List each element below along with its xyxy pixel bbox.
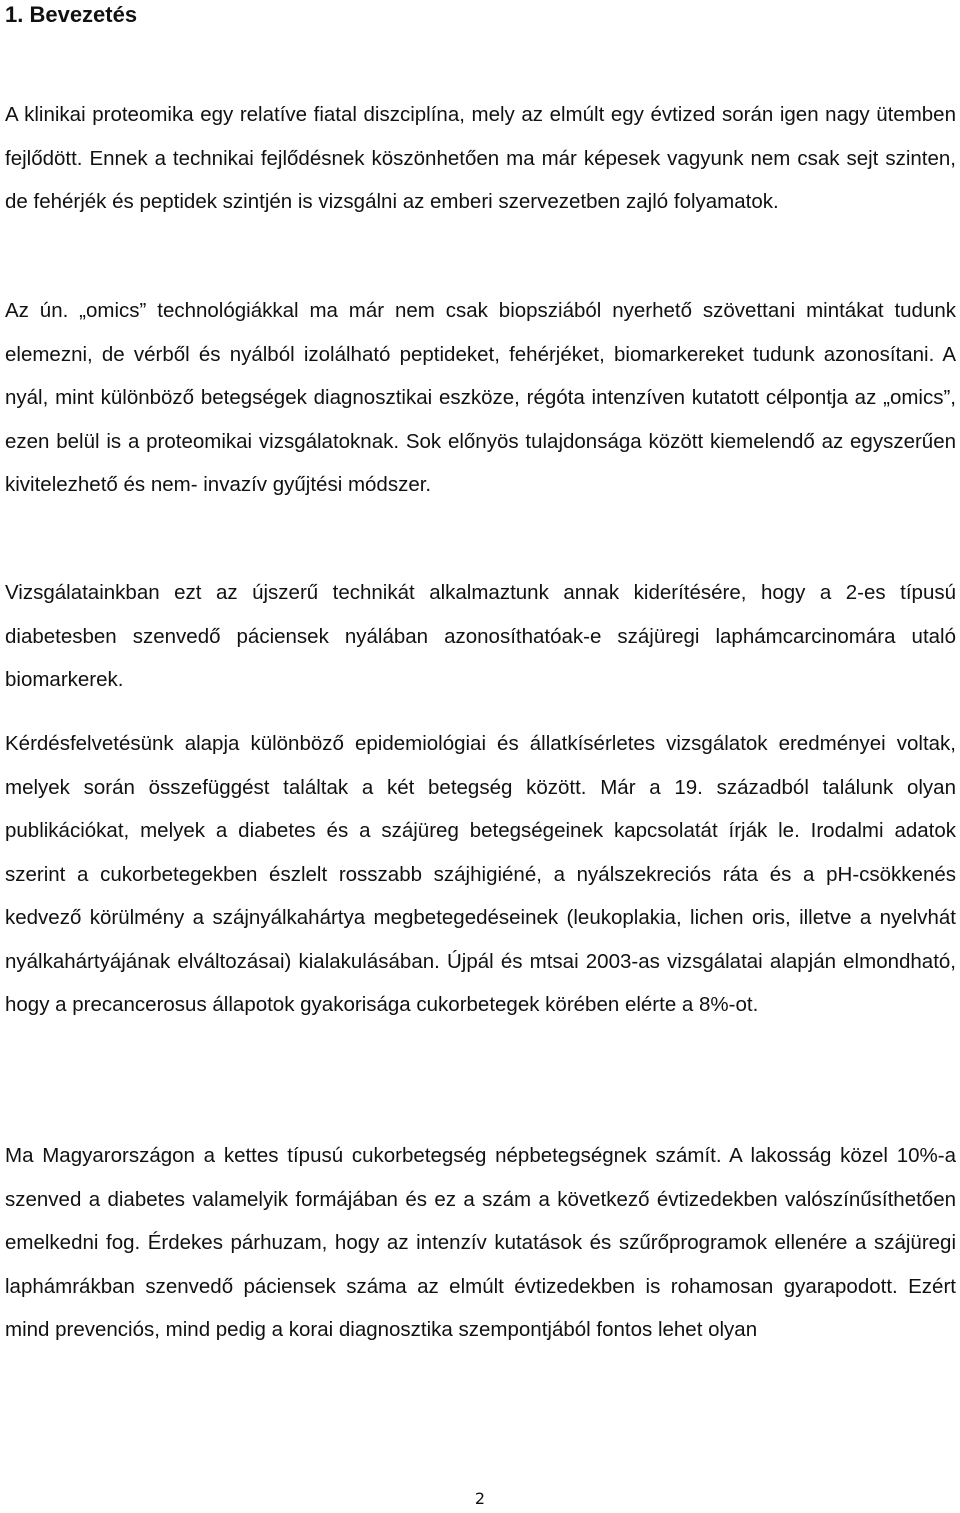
paragraph-background: Kérdésfelvetésünk alapja különböző epidemiológiai és állatkísérletes vizsgálatok eredményei voltak, melyek során összefüggést találtak a két betegség között. Már a 19. századból találunk olyan publikációkat, melyek a diabetes és a szájüreg betegségeinek kapcsolatát írják le. Irodalmi adatok szerint a cukorbetegekben észlelt rosszabb szájhigiéné, a nyálszekreciós ráta és a pH-csökkenés kedvező körülmény a szájnyálkahártya megbetegedéseinek (leukoplakia, lichen oris, illetve a nyelvhát nyálkahártyájának elváltozásai) kialakulásában. Újpál és mtsai 2003-as vizsgálatai alapján elmondható, hogy a precancerosus állapotok gyakorisága cukorbetegek körében elérte a 8%-ot.	[5, 732, 956, 1016]
paragraph-study-aim: Vizsgálatainkban ezt az újszerű technikát alkalmaztunk annak kiderítésére, hogy a 2-es típusú diabetesben szenvedő páciensek nyálában azonosíthatóak-e szájüregi laphámcarcinomára utaló biomarkerek.	[5, 581, 956, 691]
page-number: 2	[474, 1489, 486, 1508]
paragraph-epidemiology: Ma Magyarországon a kettes típusú cukorbetegség népbetegségnek számít. A lakosság közel 10%-a szenved a diabetes valamelyik formájában és ez a szám a következő évtizedekben valószínűsíthetően emelkedni fog. Érdekes párhuzam, hogy az intenzív kutatások és szűrőprogramok ellenére a szájüregi laphámrákban szenvedő páciensek száma az elmúlt évtizedekben is rohamosan gyarapodott. Ezért mind prevenciós, mind pedig a korai diagnosztika szempontjából fontos lehet olyan	[5, 1144, 956, 1341]
paragraph-omics: Az ún. „omics” technológiákkal ma már nem csak biopsziából nyerhető szövettani mintákat tudunk elemezni, de vérből és nyálból izolálható peptideket, fehérjéket, biomarkereket tudunk azonosítani. A nyál, mint különböző betegségek diagnosztikai eszköze, régóta intenzíven kutatott célpontja az „omics”, ezen belül is a proteomikai vizsgálatoknak. Sok előnyös tulajdonsága között kiemelendő az egyszerűen kivitelezhető és nem- invazív gyűjtési módszer.	[5, 299, 956, 496]
section-heading: 1. Bevezetés	[5, 2, 138, 27]
paragraph-intro: A klinikai proteomika egy relatíve fiatal diszciplína, mely az elmúlt egy évtized során igen nagy ütemben fejlődött. Ennek a technikai fejlődésnek köszönhetően ma már képesek vagyunk nem csak sejt szinten, de fehérjék és peptidek szintjén is vizsgálni az emberi szervezetben zajló folyamatok.	[5, 103, 956, 213]
